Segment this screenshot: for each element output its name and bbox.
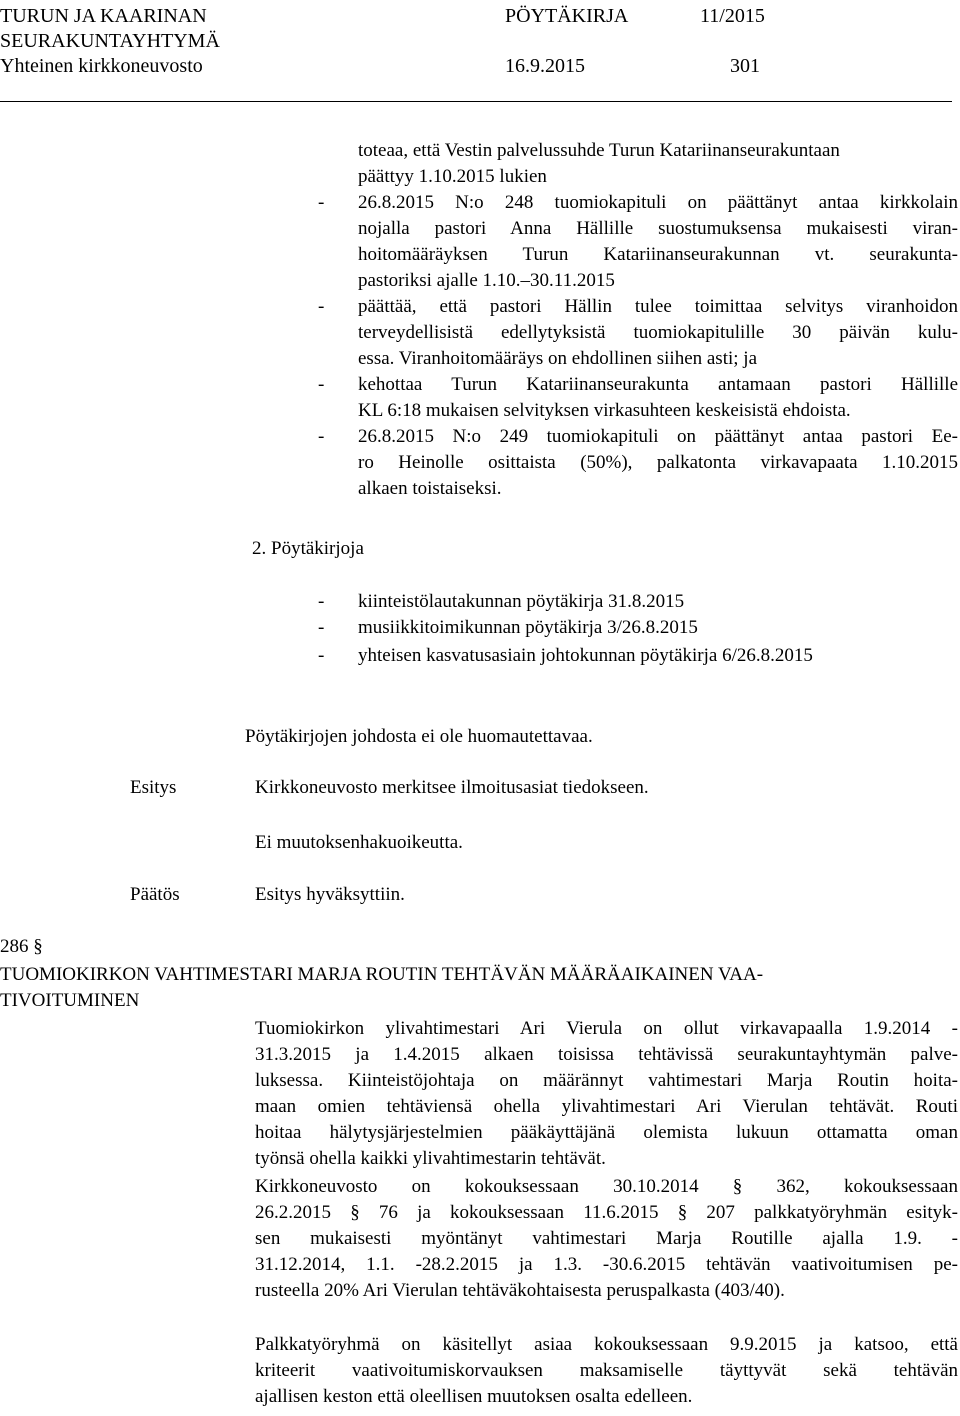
text-line: sen mukaisesti myöntänyt vahtimestari Marja Routille ajalla 1.9. - bbox=[255, 1228, 958, 1249]
text-line: 26.8.2015 N:o 249 tuomiokapituli on päättänyt antaa pastori Ee- bbox=[358, 426, 958, 447]
list-dash: - bbox=[318, 617, 325, 638]
text-line: essa. Viranhoitomääräys on ehdollinen siihen asti; ja bbox=[358, 348, 757, 369]
paragraph bbox=[255, 1332, 958, 1410]
no-comments-text: Pöytäkirjojen johdosta ei ole huomautettavaa. bbox=[245, 726, 593, 747]
text-line: ajallisen keston että oleellisen muutoksen osalta edelleen. bbox=[255, 1386, 693, 1407]
text-line: rusteella 20% Ari Vierulan tehtäväkohtaisesta peruspalkasta (403/40). bbox=[255, 1280, 785, 1301]
meeting-date: 16.9.2015 bbox=[505, 55, 585, 77]
paragraph bbox=[255, 1016, 958, 1172]
page-number: 301 bbox=[730, 55, 760, 77]
text-line: 26.8.2015 N:o 248 tuomiokapituli on päättänyt antaa kirkkolain bbox=[358, 192, 958, 213]
continuation-text bbox=[358, 138, 958, 190]
text-line: maan omien tehtäviensä ohella ylivahtimestari Ari Vierulan tehtävät. Routi bbox=[255, 1096, 958, 1117]
document-type: PÖYTÄKIRJA bbox=[505, 5, 629, 27]
text-line: 31.3.2015 ja 1.4.2015 alkaen toisissa tehtävissä seurakuntayhtymän palve- bbox=[255, 1044, 958, 1065]
section-title-poytakirjoja: 2. Pöytäkirjoja bbox=[252, 538, 364, 559]
section-number: 286 § bbox=[0, 936, 43, 957]
text-line: Tuomiokirkon ylivahtimestari Ari Vierula on ollut virkavapaalla 1.9.2014 - bbox=[255, 1018, 958, 1039]
text-line: kiinteistölautakunnan pöytäkirja 31.8.2015 bbox=[358, 591, 685, 612]
org-name-line2: SEURAKUNTAYHTYMÄ bbox=[0, 30, 220, 52]
esitys-text: Kirkkoneuvosto merkitsee ilmoitusasiat tiedokseen. bbox=[255, 777, 649, 798]
list-dash: - bbox=[318, 296, 325, 317]
text-line: musiikkitoimikunnan pöytäkirja 3/26.8.2015 bbox=[358, 617, 698, 638]
text-line: nojalla pastori Anna Hällille suostumuksensa mukaisesti viran- bbox=[358, 218, 958, 239]
section-title bbox=[0, 962, 958, 1014]
document-number: 11/2015 bbox=[700, 5, 765, 27]
text-line: kehottaa Turun Katariinanseurakunta antamaan pastori Hällille bbox=[358, 374, 958, 395]
document-header bbox=[0, 4, 960, 79]
text-line: luksessa. Kiinteistöjohtaja on määrännyt vahtimestari Marja Routin hoita- bbox=[255, 1070, 958, 1091]
text-line: päättyy 1.10.2015 lukien bbox=[358, 166, 547, 187]
text-line: Kirkkoneuvosto on kokouksessaan 30.10.2014 § 362, kokouksessaan bbox=[255, 1176, 958, 1197]
text-line: toteaa, että Vestin palvelussuhde Turun Katariinanseurakuntaan bbox=[358, 140, 840, 161]
text-line: terveydellisistä edellytyksistä tuomiokapitulille 30 päivän kulu- bbox=[358, 322, 958, 343]
list-dash: - bbox=[318, 426, 325, 447]
paragraph bbox=[255, 1174, 958, 1304]
section-title-line: TIVOITUMINEN bbox=[0, 990, 140, 1011]
org-name-line1: TURUN JA KAARINAN bbox=[0, 5, 207, 27]
paatos-label: Päätös bbox=[130, 884, 180, 905]
text-line: hoitaa hälytysjärjestelmien pääkäyttäjänä olemista lukuun ottamatta oman bbox=[255, 1122, 958, 1143]
text-line: yhteisen kasvatusasiain johtokunnan pöytäkirja 6/26.8.2015 bbox=[358, 645, 813, 666]
paatos-text: Esitys hyväksyttiin. bbox=[255, 884, 405, 905]
text-line: pastoriksi ajalle 1.10.–30.11.2015 bbox=[358, 270, 615, 291]
text-line: 31.12.2014, 1.1. -28.2.2015 ja 1.3. -30.6.2015 tehtävän vaativoitumisen pe- bbox=[255, 1254, 958, 1275]
list-dash: - bbox=[318, 192, 325, 213]
text-line: päättää, että pastori Hällin tulee toimittaa selvitys viranhoidon bbox=[358, 296, 958, 317]
text-line: KL 6:18 mukaisen selvityksen virkasuhteen keskeisistä ehdoista. bbox=[358, 400, 851, 421]
header-rule bbox=[0, 101, 952, 102]
meeting-body: Yhteinen kirkkoneuvosto bbox=[0, 55, 203, 77]
text-line: Palkkatyöryhmä on käsitellyt asiaa kokouksessaan 9.9.2015 ja katsoo, että bbox=[255, 1334, 958, 1355]
text-line: alkaen toistaiseksi. bbox=[358, 478, 502, 499]
text-line: 26.2.2015 § 76 ja kokouksessaan 11.6.2015 § 207 palkkatyöryhmän esityk- bbox=[255, 1202, 958, 1223]
list-dash: - bbox=[318, 645, 325, 666]
list-dash: - bbox=[318, 591, 325, 612]
esitys-label: Esitys bbox=[130, 777, 177, 798]
text-line: työnsä ohella kaikki ylivahtimestarin tehtävät. bbox=[255, 1148, 606, 1169]
section-title-line: TUOMIOKIRKON VAHTIMESTARI MARJA ROUTIN TEHTÄVÄN MÄÄRÄAIKAINEN VAA- bbox=[0, 964, 764, 985]
text-line: hoitomääräyksen Turun Katariinanseurakunnan vt. seurakunta- bbox=[358, 244, 958, 265]
list-dash: - bbox=[318, 374, 325, 395]
text-line: kriteerit vaativoitumiskorvauksen maksamiselle täyttyvät sekä tehtävän bbox=[255, 1360, 958, 1381]
text-line: ro Heinolle osittaista (50%), palkatonta virkavapaata 1.10.2015 bbox=[358, 452, 958, 473]
no-appeal-text: Ei muutoksenhakuoikeutta. bbox=[255, 832, 463, 853]
